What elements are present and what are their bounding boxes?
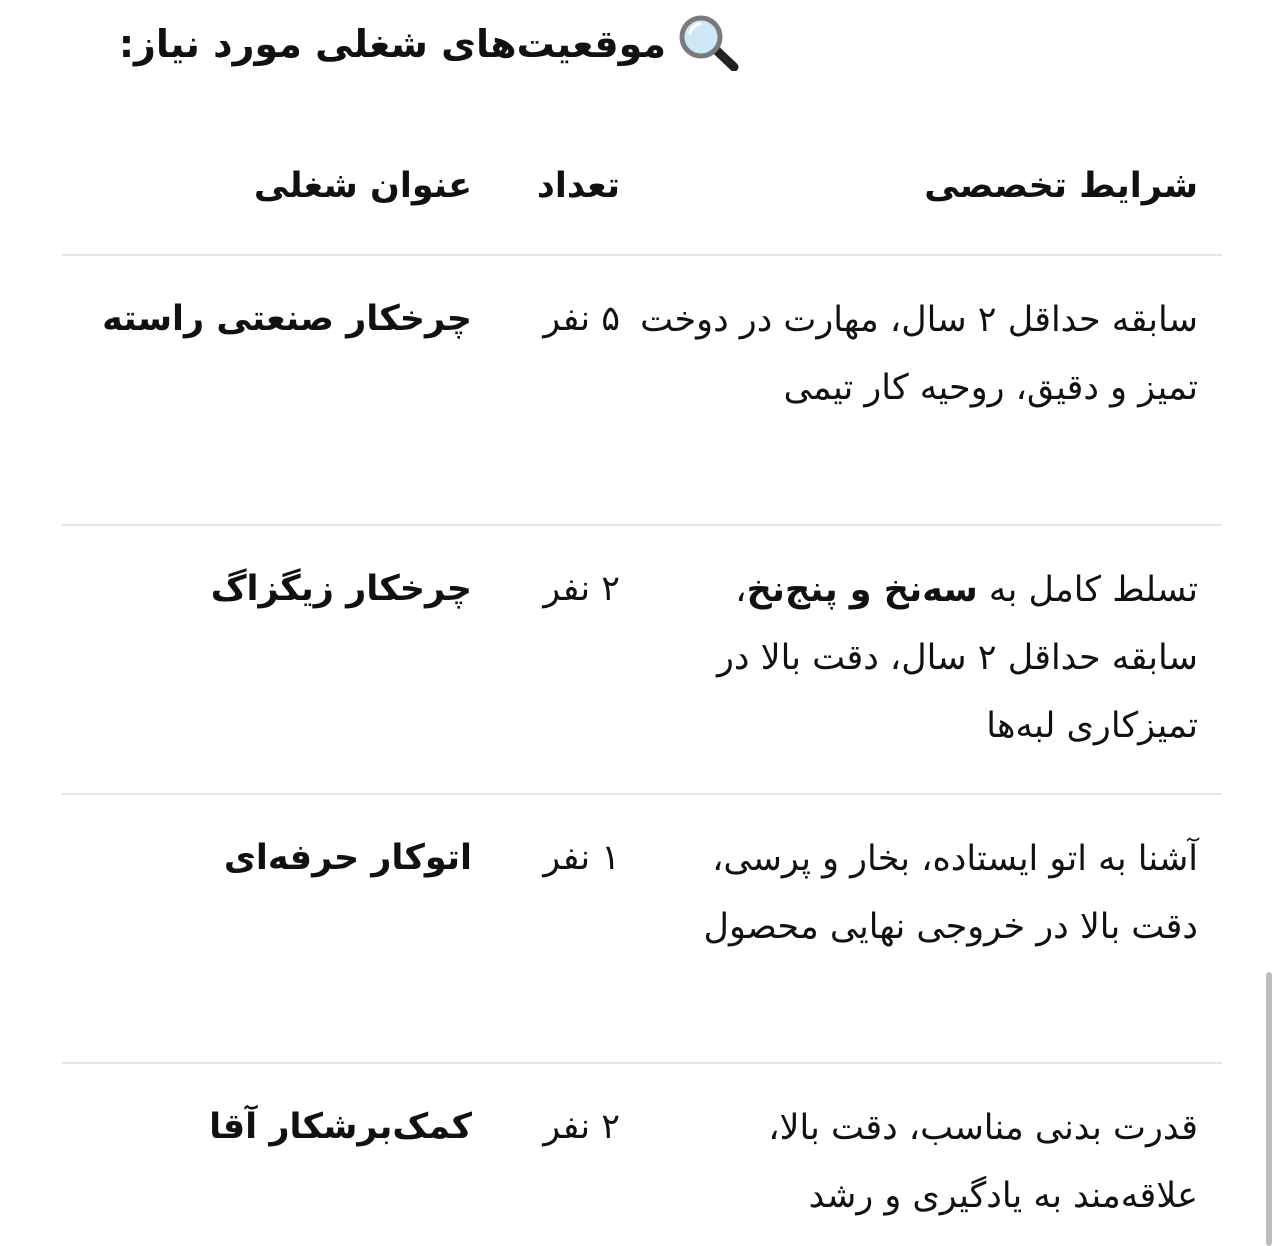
requirements-text: آشنا به اتو ایستاده، بخار و پرسی، دقت بالا در خروجی نهایی محصول: [703, 839, 1198, 947]
requirements-text: سابقه حداقل ۲ سال، مهارت در دوخت تمیز و دقیق، روحیه کار تیمی: [640, 300, 1198, 408]
count-cell: ۲ نفر: [543, 1107, 620, 1147]
requirements-cell: [620, 526, 1222, 790]
vertical-scrollbar[interactable]: [1266, 972, 1272, 1246]
requirements-text: قدرت بدنی مناسب، دقت بالا، علاقه‌مند به یادگیری و رشد: [768, 1108, 1198, 1216]
table-header-row: [62, 140, 1222, 256]
requirements-text-continued: ، سابقه حداقل ۲ سال، دقت بالا در تمیزکاری لبه‌ها: [717, 570, 1198, 746]
table-row: [62, 1064, 1222, 1246]
header-job-title: عنوان شغلی: [253, 166, 472, 206]
job-title-cell: چرخکار زیگزاگ: [210, 569, 472, 609]
header-count: تعداد: [536, 166, 620, 206]
requirements-cell: [620, 256, 1222, 452]
table-row: [62, 795, 1222, 1064]
magnifying-glass-icon: [676, 15, 740, 71]
job-title-cell: چرخکار صنعتی راسته: [102, 299, 472, 339]
job-positions-table: [62, 140, 1222, 1246]
requirements-cell: [620, 1064, 1222, 1246]
requirements-bold-text: سه‌نخ و پنج‌نخ: [746, 570, 978, 610]
header-requirements: شرایط تخصصی: [924, 166, 1198, 206]
requirements-cell: [620, 795, 1222, 991]
job-title-cell: اتوکار حرفه‌ای: [223, 838, 472, 878]
count-cell: ۲ نفر: [543, 569, 620, 609]
job-title-cell: کمک‌برشکار آقا: [209, 1107, 472, 1147]
count-cell: ۵ نفر: [543, 299, 620, 339]
section-heading-text: موقعیت‌های شغلی مورد نیاز:: [118, 22, 666, 66]
requirements-text: تسلط کامل به: [977, 570, 1198, 610]
count-cell: ۱ نفر: [543, 838, 620, 878]
section-heading: [60, 14, 740, 74]
table-row: [62, 526, 1222, 795]
table-row: [62, 256, 1222, 526]
